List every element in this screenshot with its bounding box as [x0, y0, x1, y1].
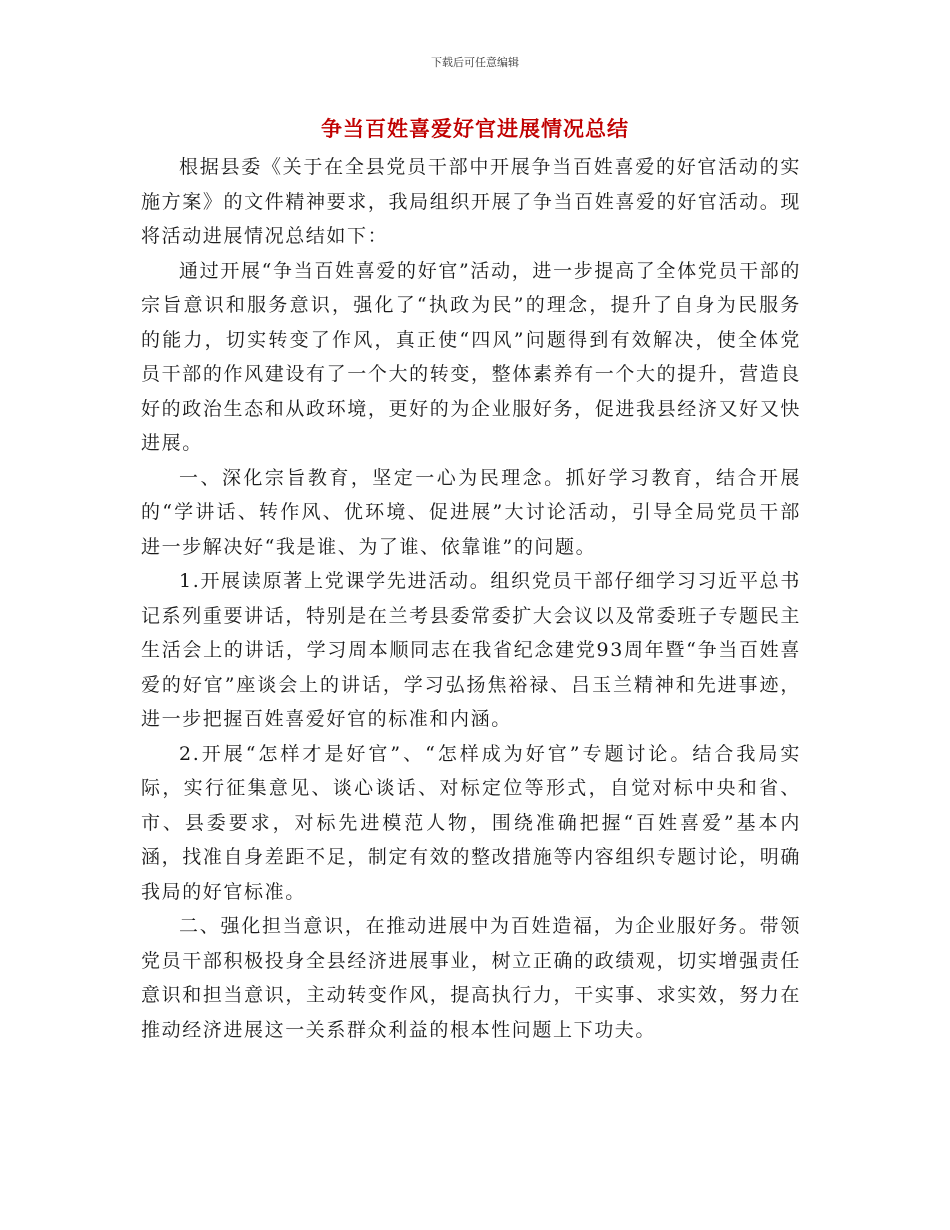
paragraph-section-two: 二、强化担当意识，在推动进展中为百姓造福，为企业服好务。带领党员干部积极投身全县经济进展事业，树立正确的政绩观，切实增强责任意识和担当意识，主动转变作风，提高执行力，干实事、求实效，努力在推动经济进展这一关系群众利益的根本性问题上下功夫。: [141, 915, 801, 1041]
paragraph-overview: 通过开展“争当百姓喜爱的好官”活动，进一步提高了全体党员干部的宗旨意识和服务意识，强化了“执政为民”的理念，提升了自身为民服务的能力，切实转变了作风，真正使“四风”问题得到有效解决，使全体党员干部的作风建设有了一个大的转变，整体素养有一个大的提升，营造良好的政治生态和从政环境，更好的为企业服好务，促进我县经济又好又快进展。: [141, 259, 801, 454]
document-title: 争当百姓喜爱好官进展情况总结: [321, 117, 629, 141]
paragraph-item-two: 2.开展“怎样才是好官”、“怎样成为好官”专题讨论。结合我局实际，实行征集意见、谈心谈话、对标定位等形式，自觉对标中央和省、市、县委要求，对标先进模范人物，围绕准确把握“百姓喜爱”基本内涵，找准自身差距不足，制定有效的整改措施等内容组织专题讨论，明确我局的好官标准。: [141, 742, 801, 903]
header-note: 下载后可任意编辑: [431, 56, 519, 69]
document-body: [141, 150, 801, 1047]
paragraph-section-one: 一、深化宗旨教育，坚定一心为民理念。抓好学习教育，结合开展的“学讲话、转作风、优环境、促进展”大讨论活动，引导全局党员干部进一步解决好“我是谁、为了谁、依靠谁”的问题。: [141, 466, 801, 558]
paragraph-item-one: 1.开展读原著上党课学先进活动。组织党员干部仔细学习习近平总书记系列重要讲话，特别是在兰考县委常委扩大会议以及常委班子专题民主生活会上的讲话，学习周本顺同志在我省纪念建党93周年暨“争当百姓喜爱的好官”座谈会上的讲话，学习弘扬焦裕禄、吕玉兰精神和先进事迹，进一步把握百姓喜爱好官的标准和内涵。: [141, 570, 801, 730]
paragraph-intro: 根据县委《关于在全县党员干部中开展争当百姓喜爱的好官活动的实施方案》的文件精神要求，我局组织开展了争当百姓喜爱的好官活动。现将活动进展情况总结如下：: [141, 156, 801, 247]
